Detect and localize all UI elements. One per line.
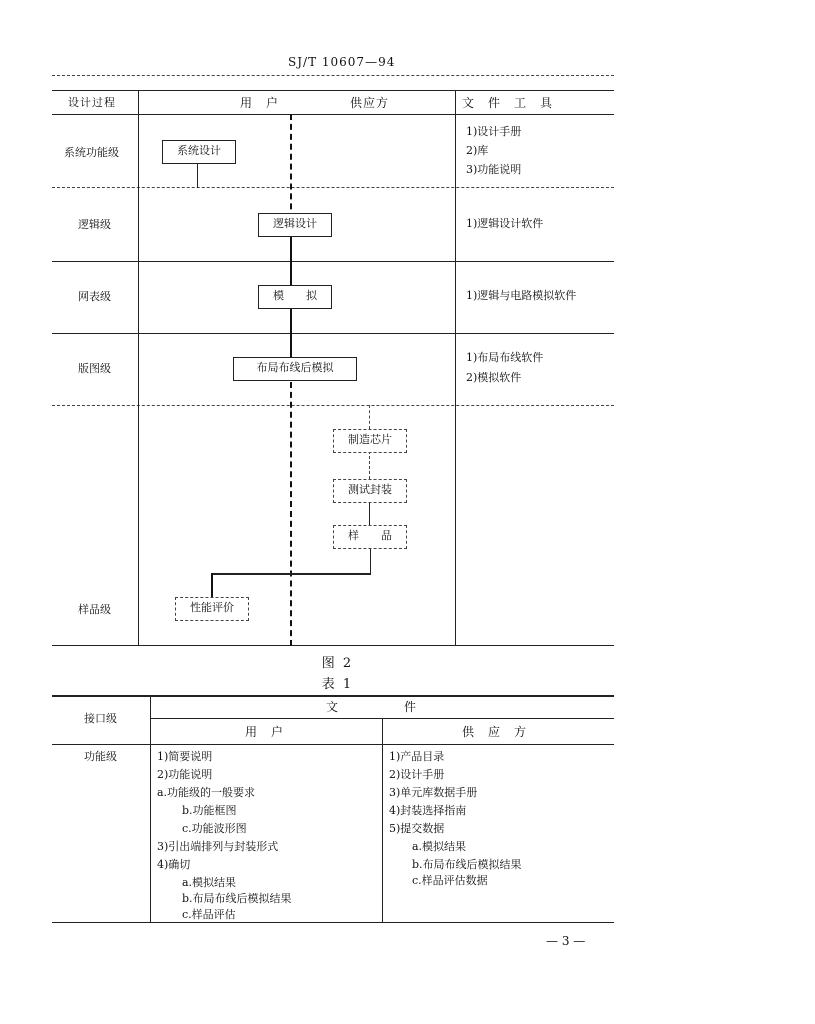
box-sample: 样 品	[333, 525, 407, 549]
list-item: 2)设计手册	[389, 768, 445, 781]
fig-top-rule	[52, 90, 614, 91]
list-item: 5)提交数据	[389, 822, 445, 835]
doc-item: 1)设计手册	[466, 125, 522, 138]
doc-item: 3)功能说明	[466, 163, 522, 176]
doc-item-gate: 1)逻辑与电路模拟软件	[466, 289, 577, 302]
figure-caption: 图 2	[321, 656, 354, 671]
table-top-rule	[52, 695, 614, 697]
connector-return-horizontal	[211, 573, 371, 575]
connector-layout-wafer	[369, 405, 370, 429]
col-header-supplier: 供应方	[350, 96, 390, 110]
list-item: 1)产品目录	[389, 750, 445, 763]
table-col-divider-1	[150, 695, 151, 922]
doc-item: 2)模拟软件	[466, 371, 522, 384]
list-item: 4)确切	[157, 858, 191, 871]
level-logic: 逻辑级	[78, 218, 111, 231]
box-perf-eval: 性能评价	[175, 597, 249, 621]
box-system-design: 系统设计	[162, 140, 236, 164]
connector-sample-down	[370, 547, 371, 573]
list-item: 1)简要说明	[157, 750, 213, 763]
box-wafer: 制造芯片	[333, 429, 407, 453]
connector-return-down	[211, 573, 213, 597]
list-item: c.样品评估数据	[412, 874, 488, 887]
doc-item: 2)库	[466, 144, 489, 157]
row-label-functional: 功能级	[84, 750, 117, 763]
list-item: b.布局布线后模拟结果	[412, 858, 522, 871]
list-item: c.功能波形图	[182, 822, 247, 835]
th-user: 用 户	[245, 725, 285, 739]
fig-row-sep-4	[52, 405, 614, 406]
col-header-user: 用 户	[240, 96, 280, 110]
list-item: a.模拟结果	[182, 876, 237, 889]
col-header-process: 设计过程	[68, 96, 116, 109]
doc-item: 1)布局布线软件	[466, 351, 544, 364]
col-header-docs: 文 件 工 具	[462, 96, 554, 110]
list-item: a.功能级的一般要求	[157, 786, 256, 799]
list-item: b.功能框图	[182, 804, 237, 817]
level-gate: 网表级	[78, 290, 111, 303]
level-system: 系统功能级	[64, 146, 119, 159]
table-caption: 表 1	[321, 677, 354, 692]
list-item: c.样品评估	[182, 908, 236, 921]
doc-id: SJ/T 10607—94	[288, 55, 396, 69]
fig-bottom-rule	[52, 645, 614, 646]
list-item: 4)封装选择指南	[389, 804, 467, 817]
list-item: 3)单元库数据手册	[389, 786, 478, 799]
level-layout: 版图级	[78, 362, 111, 375]
fig-row-sep-2	[52, 261, 614, 262]
level-sample: 样品级	[78, 603, 111, 616]
fig-col-divider-2	[455, 90, 456, 645]
fig-col-header-rule	[52, 114, 614, 115]
list-item: 3)引出端排列与封装形式	[157, 840, 279, 853]
fig-row-sep-1	[52, 187, 614, 188]
th-interface-level: 接口级	[84, 712, 117, 725]
connector-logic-gate	[290, 236, 292, 286]
connector-wafer-test	[369, 451, 370, 479]
box-logic-design: 逻辑设计	[258, 213, 332, 237]
box-simulation: 模 拟	[258, 285, 332, 309]
connector-test-sample	[369, 501, 370, 525]
box-test: 测试封装	[333, 479, 407, 503]
connector-gate-layout	[290, 308, 292, 356]
connector-system-down	[197, 164, 198, 188]
table-col-divider-2	[382, 718, 383, 922]
table-header-rule	[52, 744, 614, 745]
header-rule	[52, 75, 614, 76]
th-supplier: 供 应 方	[462, 725, 528, 739]
list-item: 2)功能说明	[157, 768, 213, 781]
list-item: b.布局布线后模拟结果	[182, 892, 292, 905]
page-number: — 3 —	[546, 934, 586, 948]
box-post-layout-sim: 布局布线后模拟	[233, 357, 357, 381]
fig-col-divider-1	[138, 90, 139, 645]
fig-row-sep-3	[52, 333, 614, 334]
table-bottom-rule	[52, 922, 614, 923]
th-documents: 文 件	[326, 700, 418, 714]
doc-item-logic: 1)逻辑设计软件	[466, 217, 544, 230]
list-item: a.模拟结果	[412, 840, 467, 853]
